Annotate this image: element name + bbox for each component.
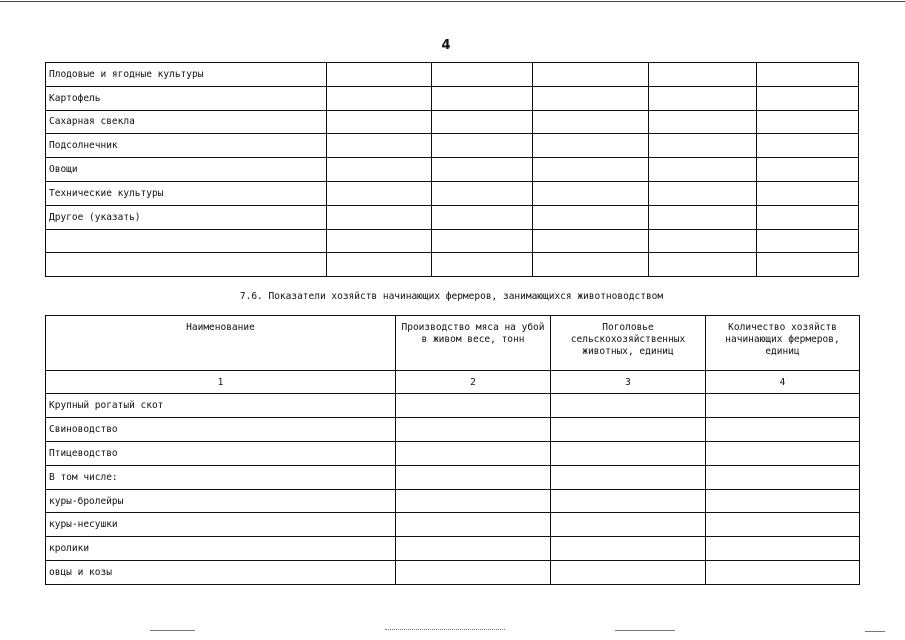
table-cell (432, 86, 533, 110)
table-cell (706, 489, 860, 513)
column-number: 1 (46, 371, 396, 394)
table-cell (396, 489, 551, 513)
table-cell (432, 253, 533, 277)
table-cell (757, 181, 859, 205)
row-label (46, 229, 327, 253)
table-cell (706, 465, 860, 489)
table-cell (533, 134, 649, 158)
table-cell (757, 158, 859, 182)
table-cell (551, 417, 706, 441)
table-cell (533, 63, 649, 87)
table-row (46, 489, 860, 513)
table-cell (396, 513, 551, 537)
column-number: 2 (396, 371, 551, 394)
row-label: Технические культуры (46, 181, 327, 205)
column-header-livestock-count: Поголовье сельскохозяйственных животных, единиц (551, 316, 706, 371)
table-cell (432, 181, 533, 205)
table-cell (533, 110, 649, 134)
scan-artifact (150, 630, 195, 631)
livestock-indicators-table (45, 315, 860, 585)
table-row (46, 537, 860, 561)
table-cell (327, 181, 432, 205)
row-label (46, 253, 327, 277)
table-cell (432, 134, 533, 158)
column-number: 3 (551, 371, 706, 394)
row-label: овцы и козы (46, 561, 396, 585)
table-cell (551, 489, 706, 513)
table-row (46, 134, 859, 158)
scan-artifact (385, 629, 505, 630)
table-row (46, 561, 860, 585)
table-cell (432, 158, 533, 182)
table-cell (706, 537, 860, 561)
scan-artifacts (0, 624, 905, 640)
table-row (46, 465, 860, 489)
table-cell (533, 86, 649, 110)
table-cell (706, 417, 860, 441)
table-cell (327, 253, 432, 277)
table-cell (396, 561, 551, 585)
table-cell (396, 537, 551, 561)
table-row (46, 205, 859, 229)
table-cell (327, 158, 432, 182)
table-cell (706, 561, 860, 585)
table-row (46, 158, 859, 182)
table-row (46, 417, 860, 441)
scan-artifact (865, 631, 885, 632)
table-cell (551, 537, 706, 561)
table-cell (396, 394, 551, 418)
row-label: кролики (46, 537, 396, 561)
table-cell (757, 63, 859, 87)
table-cell (757, 229, 859, 253)
table-cell (551, 394, 706, 418)
table-cell (649, 134, 757, 158)
page-number: 4 (441, 38, 451, 53)
row-label: куры-несушки (46, 513, 396, 537)
table-cell (327, 110, 432, 134)
table-row (46, 394, 860, 418)
row-label: В том числе: (46, 465, 396, 489)
table-row (46, 229, 859, 253)
table-cell (649, 253, 757, 277)
table-cell (649, 181, 757, 205)
table-cell (757, 110, 859, 134)
table-cell (432, 63, 533, 87)
table-cell (551, 465, 706, 489)
table-cell (327, 134, 432, 158)
table-cell (757, 253, 859, 277)
table-cell (396, 465, 551, 489)
row-label: куры-бролейры (46, 489, 396, 513)
table-cell (327, 63, 432, 87)
table-cell (649, 158, 757, 182)
table-cell (551, 441, 706, 465)
row-label: Подсолнечник (46, 134, 327, 158)
table-cell (432, 110, 533, 134)
column-header-farms-count: Количество хозяйств начинающих фермеров, единиц (706, 316, 860, 371)
table-row (46, 253, 859, 277)
row-label: Крупный рогатый скот (46, 394, 396, 418)
table-row (46, 181, 859, 205)
table-cell (432, 229, 533, 253)
table-row (46, 441, 860, 465)
table-cell (757, 134, 859, 158)
column-header-name: Наименование (46, 316, 396, 371)
table-header-row (46, 316, 860, 371)
page-top-border (0, 1, 905, 2)
table-cell (327, 205, 432, 229)
table-cell (706, 513, 860, 537)
table-cell (396, 417, 551, 441)
table-cell (533, 181, 649, 205)
table-cell (649, 86, 757, 110)
row-label: Птицеводство (46, 441, 396, 465)
table-cell (649, 63, 757, 87)
table-cell (533, 158, 649, 182)
table-cell (327, 229, 432, 253)
table-cell (327, 86, 432, 110)
table-cell (757, 86, 859, 110)
table-cell (649, 110, 757, 134)
table-cell (551, 513, 706, 537)
table-cell (533, 229, 649, 253)
table-cell (533, 253, 649, 277)
table-row (46, 110, 859, 134)
table-cell (649, 229, 757, 253)
row-label: Плодовые и ягодные культуры (46, 63, 327, 87)
row-label: Сахарная свекла (46, 110, 327, 134)
crop-indicators-table (45, 62, 859, 277)
column-number: 4 (706, 371, 860, 394)
table-row (46, 86, 859, 110)
section-title: 7.6. Показатели хозяйств начинающих фермеров, занимающихся животноводством (239, 291, 664, 302)
table-cell (706, 394, 860, 418)
table-cell (396, 441, 551, 465)
row-label: Картофель (46, 86, 327, 110)
row-label: Свиноводство (46, 417, 396, 441)
scan-artifact (615, 630, 675, 631)
row-label: Другое (указать) (46, 205, 327, 229)
row-label: Овощи (46, 158, 327, 182)
table-cell (551, 561, 706, 585)
table-row (46, 63, 859, 87)
table-cell (649, 205, 757, 229)
table-cell (432, 205, 533, 229)
table-cell (533, 205, 649, 229)
column-header-meat-production: Производство мяса на убой в живом весе, тонн (396, 316, 551, 371)
column-number-row (46, 371, 860, 394)
table-cell (757, 205, 859, 229)
table-row (46, 513, 860, 537)
table-cell (706, 441, 860, 465)
